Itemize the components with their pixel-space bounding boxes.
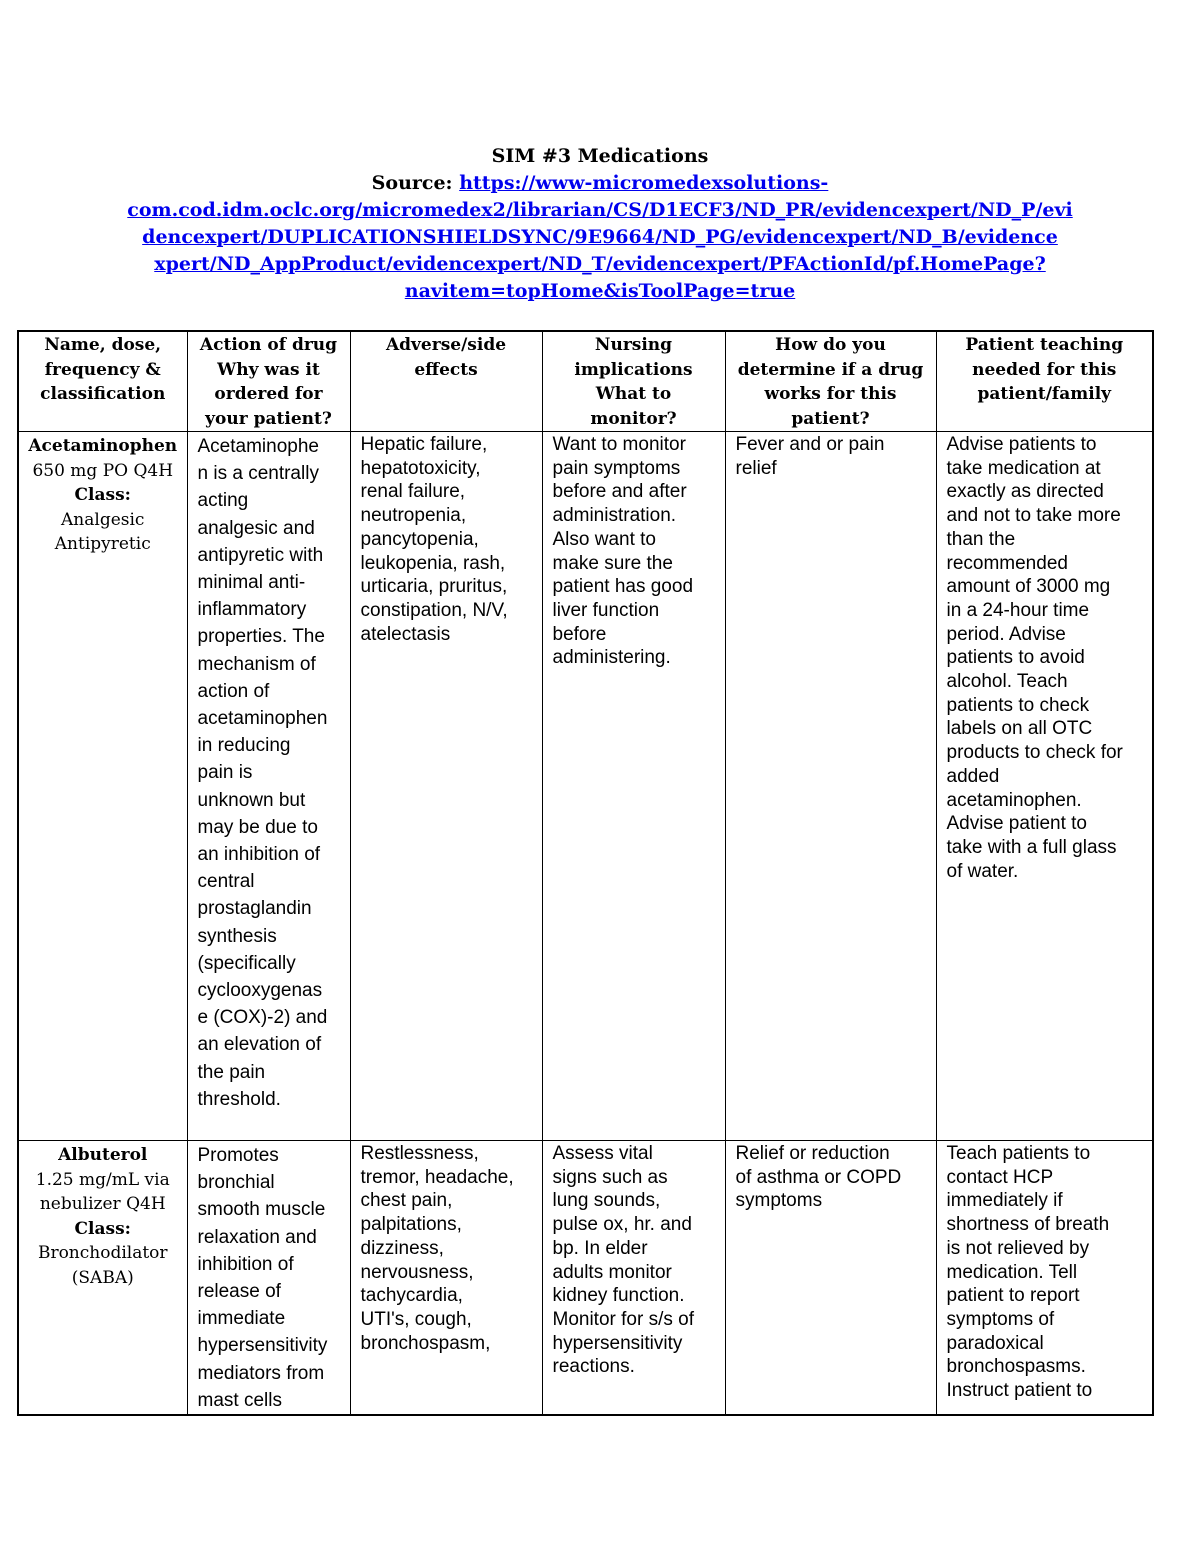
header-line: implications — [574, 359, 693, 380]
action-cell — [187, 1141, 350, 1416]
cell-text-line: before — [552, 623, 607, 645]
cell-text-line: and not to take more — [946, 505, 1121, 527]
cell-text-line: exactly as directed — [946, 481, 1104, 503]
document-header — [60, 143, 1140, 305]
cell-text-line: amount of 3000 mg — [946, 576, 1111, 598]
cell-text-line: added — [946, 765, 1000, 787]
cell-text-line: shortness of breath — [946, 1214, 1110, 1236]
source-link-part-2[interactable]: com.cod.idm.oclc.org/micromedex2/librarian/CS/D1ECF3/ND_PR/evidencexpert/ND_P/evi — [127, 199, 1073, 221]
cell-text-line: threshold. — [197, 1088, 281, 1110]
cell-text-line: Also want to — [552, 528, 656, 550]
cell-text-line: labels on all OTC — [946, 718, 1093, 740]
cell-text-line: Teach patients to — [946, 1143, 1091, 1164]
cell-text-line: Hepatic failure, — [360, 434, 488, 455]
cell-text-line: Assess vital — [552, 1143, 653, 1164]
header-line: Nursing — [594, 335, 673, 355]
cell-text-line: immediate — [197, 1308, 286, 1330]
cell-text-line: contact HCP — [946, 1166, 1054, 1188]
name-cell — [18, 1141, 187, 1416]
source-label: Source: — [371, 172, 453, 194]
table-row — [18, 432, 1153, 1141]
header-line: patient/family — [977, 384, 1112, 404]
nursing-cell — [542, 432, 725, 1141]
cell-text-line: period. Advise — [946, 623, 1066, 645]
class-line: Antipyretic — [54, 534, 151, 554]
cell-text-line: the pain — [197, 1061, 266, 1083]
cell-text-line: bronchospasms. — [946, 1356, 1086, 1378]
cell-text-line: acting — [197, 490, 249, 512]
cell-text-line: mast cells — [197, 1389, 282, 1411]
medications-table — [17, 330, 1154, 1416]
cell-text-line: action of — [197, 680, 270, 702]
source-link-part-3[interactable]: dencexpert/DUPLICATIONSHIELDSYNC/9E9664/ND_PG/evidencexpert/ND_B/evidence — [142, 226, 1058, 248]
cell-text-line: in a 24-hour time — [946, 599, 1090, 621]
cell-text-line: hepatotoxicity, — [360, 457, 481, 479]
cell-text-line: relaxation and — [197, 1226, 317, 1248]
cell-text-line: is not relieved by — [946, 1237, 1090, 1259]
cell-text-line: patients to check — [946, 694, 1090, 716]
header-teaching — [936, 331, 1153, 432]
cell-text-line: lung sounds, — [552, 1190, 661, 1212]
cell-text-line: administration. — [552, 505, 677, 527]
cell-text-line: UTI's, cough, — [360, 1308, 472, 1330]
header-line: What to — [595, 384, 672, 404]
cell-text-line: Want to monitor — [552, 434, 686, 455]
cell-text-line: tachycardia, — [360, 1285, 463, 1307]
header-line: works for this — [764, 384, 897, 404]
header-line: needed for this — [972, 359, 1117, 380]
cell-text-line: administering. — [552, 647, 671, 669]
cell-text-line: release of — [197, 1281, 281, 1303]
header-line: How do you — [775, 335, 886, 355]
cell-text-line: central — [197, 871, 255, 893]
cell-text-line: prostaglandin — [197, 898, 312, 920]
drug-name: Albuterol — [58, 1145, 148, 1165]
cell-text-line: relief — [735, 457, 777, 479]
source-line — [60, 170, 1140, 197]
cell-text-line: signs such as — [552, 1166, 668, 1188]
class-label: Class: — [74, 485, 131, 505]
cell-text-line: chest pain, — [360, 1190, 453, 1212]
header-name-dose — [18, 331, 187, 432]
source-link-part-5[interactable]: navitem=topHome&isToolPage=true — [404, 280, 796, 302]
cell-text-line: Instruct patient to — [946, 1380, 1093, 1402]
dose-line: 1.25 mg/mL via — [35, 1169, 170, 1190]
cell-text-line: pancytopenia, — [360, 528, 479, 550]
cell-text-line: alcohol. Teach — [946, 671, 1068, 693]
cell-text-line: leukopenia, rash, — [360, 552, 506, 574]
cell-text-line: an elevation of — [197, 1034, 322, 1056]
action-cell — [187, 432, 350, 1141]
cell-text-line: kidney function. — [552, 1285, 685, 1307]
cell-text-line: recommended — [946, 552, 1068, 574]
cell-text-line: pain is — [197, 762, 253, 784]
cell-text-line: reactions. — [552, 1356, 635, 1378]
header-line: ordered for — [214, 384, 323, 404]
cell-text-line: inhibition of — [197, 1253, 294, 1275]
cell-text-line: patient has good — [552, 576, 694, 598]
cell-text-line: antipyretic with — [197, 544, 324, 566]
cell-text-line: hypersensitivity — [197, 1335, 328, 1357]
cell-text-line: take medication at — [946, 457, 1101, 479]
teaching-cell — [936, 1141, 1153, 1416]
cell-text-line: analgesic and — [197, 517, 315, 539]
cell-text-line: bp. In elder — [552, 1237, 648, 1259]
cell-text-line: synthesis — [197, 925, 277, 947]
cell-text-line: inflammatory — [197, 599, 307, 621]
header-line: Patient teaching — [965, 335, 1124, 355]
cell-text-line: take with a full glass — [946, 836, 1117, 858]
table-header-row — [18, 331, 1153, 432]
adverse-cell — [350, 432, 542, 1141]
header-line: monitor? — [590, 408, 677, 429]
source-link-part-1[interactable]: https://www-micromedexsolutions- — [459, 172, 829, 194]
cell-text-line: neutropenia, — [360, 505, 467, 527]
cell-text-line: n is a centrally — [197, 463, 319, 485]
page-title: SIM #3 Medications — [491, 145, 709, 167]
header-adverse — [350, 331, 542, 432]
cell-text-line: cyclooxygenas — [197, 980, 323, 1002]
dose-line: 650 mg PO Q4H — [32, 460, 174, 481]
cell-text-line: bronchospasm, — [360, 1332, 491, 1354]
cell-text-line: acetaminophen. — [946, 789, 1082, 811]
cell-text-line: constipation, N/V, — [360, 599, 508, 621]
cell-text-line: paradoxical — [946, 1332, 1044, 1354]
cell-text-line: may be due to — [197, 816, 318, 838]
cell-text-line: before and after — [552, 481, 687, 503]
header-line: patient? — [791, 408, 870, 429]
class-line: Bronchodilator — [37, 1243, 168, 1263]
dose-line: nebulizer Q4H — [39, 1194, 166, 1214]
class-label: Class: — [74, 1218, 131, 1239]
cell-text-line: Acetaminophe — [197, 436, 319, 457]
cell-text-line: immediately if — [946, 1190, 1063, 1212]
cell-text-line: renal failure, — [360, 481, 466, 503]
cell-text-line: mediators from — [197, 1362, 325, 1384]
cell-text-line: atelectasis — [360, 623, 451, 645]
cell-text-line: Restlessness, — [360, 1143, 479, 1164]
cell-text-line: patients to avoid — [946, 647, 1085, 669]
header-line: frequency & — [44, 359, 161, 380]
cell-text-line: products to check for — [946, 742, 1123, 764]
determine-cell — [725, 1141, 936, 1416]
cell-text-line: Advise patient to — [946, 813, 1087, 835]
cell-text-line: nervousness, — [360, 1261, 474, 1283]
cell-text-line: smooth muscle — [197, 1199, 326, 1221]
determine-cell — [725, 432, 936, 1141]
cell-text-line: tremor, headache, — [360, 1166, 514, 1188]
adverse-cell — [350, 1141, 542, 1416]
source-link-part-4[interactable]: xpert/ND_AppProduct/evidencexpert/ND_T/evidencexpert/PFActionId/pf.HomePage? — [154, 253, 1046, 275]
cell-text-line: medication. Tell — [946, 1261, 1078, 1283]
cell-text-line: of water. — [946, 860, 1019, 882]
header-line: Name, dose, — [44, 335, 162, 355]
cell-text-line: symptoms — [735, 1190, 823, 1212]
cell-text-line: e (COX)-2) and — [197, 1007, 328, 1029]
name-cell — [18, 432, 187, 1141]
header-nursing — [542, 331, 725, 432]
header-determine — [725, 331, 936, 432]
cell-text-line: Advise patients to — [946, 434, 1097, 455]
cell-text-line: pulse ox, hr. and — [552, 1214, 692, 1236]
header-line: effects — [414, 359, 478, 380]
cell-text-line: bronchial — [197, 1172, 275, 1194]
cell-text-line: patient to report — [946, 1285, 1080, 1307]
cell-text-line: properties. The — [197, 626, 325, 648]
cell-text-line: symptoms of — [946, 1308, 1055, 1330]
class-line: Analgesic — [61, 509, 145, 530]
class-line: (SABA) — [71, 1267, 134, 1288]
cell-text-line: dizziness, — [360, 1237, 444, 1259]
cell-text-line: than the — [946, 528, 1016, 550]
cell-text-line: Monitor for s/s of — [552, 1308, 694, 1330]
header-line: classification — [40, 384, 166, 404]
drug-name: Acetaminophen — [28, 436, 178, 456]
header-line: determine if a drug — [737, 359, 924, 380]
cell-text-line: Promotes — [197, 1145, 279, 1166]
cell-text-line: Fever and or pain — [735, 434, 885, 455]
cell-text-line: an inhibition of — [197, 844, 321, 866]
cell-text-line: minimal anti- — [197, 572, 306, 594]
cell-text-line: Relief or reduction — [735, 1143, 890, 1164]
cell-text-line: hypersensitivity — [552, 1332, 683, 1354]
cell-text-line: make sure the — [552, 552, 673, 574]
table-row — [18, 1141, 1153, 1416]
cell-text-line: in reducing — [197, 735, 291, 757]
cell-text-line: unknown but — [197, 789, 306, 811]
cell-text-line: acetaminophen — [197, 708, 328, 730]
cell-text-line: pain symptoms — [552, 457, 681, 479]
header-line: Action of drug — [199, 335, 338, 355]
teaching-cell — [936, 432, 1153, 1141]
cell-text-line: of asthma or COPD — [735, 1166, 902, 1188]
header-line: Why was it — [217, 359, 320, 380]
cell-text-line: mechanism of — [197, 653, 316, 675]
cell-text-line: urticaria, pruritus, — [360, 576, 508, 598]
cell-text-line: adults monitor — [552, 1261, 672, 1283]
header-line: Adverse/side — [385, 335, 507, 355]
header-action — [187, 331, 350, 432]
cell-text-line: liver function — [552, 599, 660, 621]
cell-text-line: palpitations, — [360, 1214, 462, 1236]
nursing-cell — [542, 1141, 725, 1416]
header-line: your patient? — [205, 408, 332, 429]
cell-text-line: (specifically — [197, 952, 296, 974]
